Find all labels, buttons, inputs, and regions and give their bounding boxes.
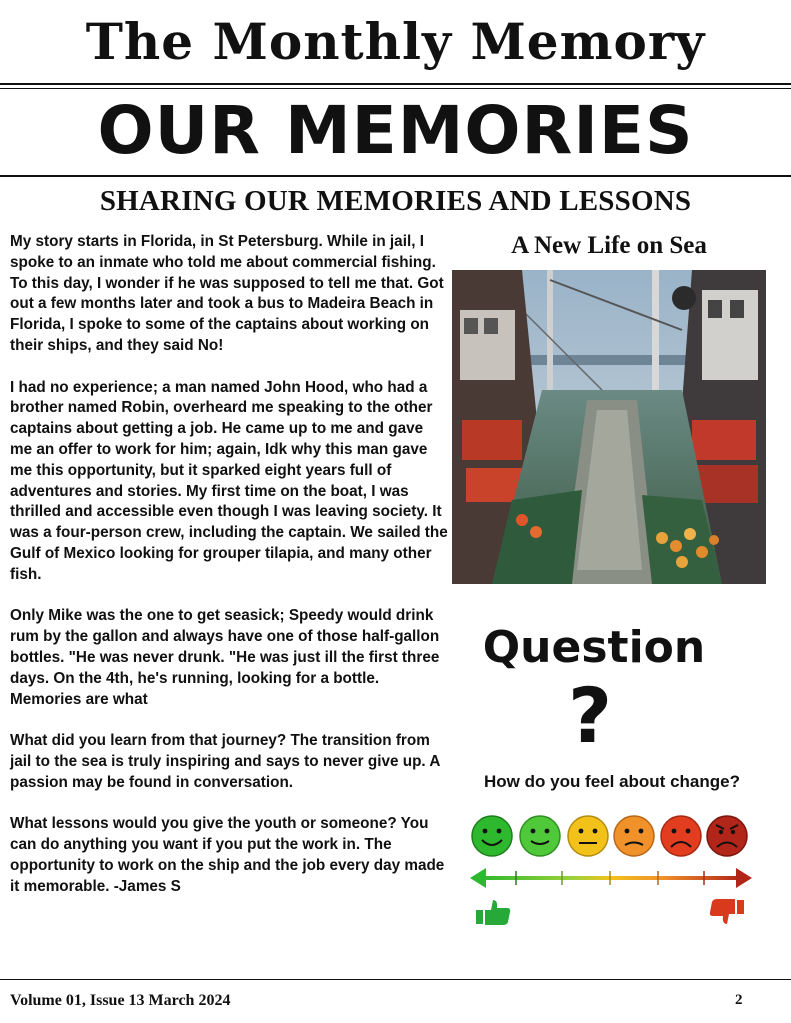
neutral-face-icon[interactable] bbox=[568, 816, 608, 856]
scale-arrow bbox=[470, 868, 752, 888]
footer-issue: Volume 01, Issue 13 March 2024 bbox=[10, 992, 231, 1009]
story-paragraph: What lessons would you give the youth or someone? You can do anything you want if you put the work in. The opportunity to work on the ship and the job every day made it memorable. -James S bbox=[10, 815, 445, 895]
masthead-rule-top bbox=[0, 83, 791, 85]
story-paragraph: What did you learn from that journey? The transition from jail to the sea is truly inspiring and says to never give up. A passion may be found in conversation. bbox=[10, 732, 440, 791]
footer-rule bbox=[0, 979, 791, 980]
fishing-boat-photo bbox=[452, 270, 766, 584]
story-paragraph: My story starts in Florida, in St Petersburg. While in jail, I spoke to an inmate who told me about commercial fishing. To this day, I wonder if he was supposed to tell me that. Got out a few months later and took a bus to Madeira Beach in Florida, I spoke to some of the captains about working on their ships, and they said No! bbox=[10, 233, 444, 354]
poll-question: How do you feel about change? bbox=[484, 772, 740, 791]
question-mark: ? bbox=[567, 671, 613, 760]
question-title: Question bbox=[482, 622, 706, 673]
story-column bbox=[10, 232, 448, 918]
story-paragraph: I had no experience; a man named John Hood, who had a brother named Robin, overheard me speaking to the other captains about getting a job. He came up to me and gave me an offer to work for him; again, Idk why this man gave me this opportunity, but it sparked eight years full of adventures and stories. My first time on the boat, I was thrilled and accessible even though I was leaving society. It was a four-person crew, including the captain. We sailed the Gulf of Mexico looking for grouper tilapia, and many other fish. bbox=[10, 378, 448, 583]
story-paragraph: Only Mike was the one to get seasick; Speedy would drink rum by the gallon and always have one of those half-gallon bottles. "He was never drunk. "He was just ill the first three days. On the 4th, he's running, looking for a bottle. Memories are what bbox=[10, 607, 440, 708]
feelings-scale bbox=[470, 810, 752, 930]
very-happy-face-icon[interactable] bbox=[472, 816, 512, 856]
page-subheadline: SHARING OUR MEMORIES AND LESSONS bbox=[99, 185, 692, 217]
slightly-sad-face-icon[interactable] bbox=[614, 816, 654, 856]
thumbs-up-icon bbox=[476, 900, 510, 925]
page-number: 2 bbox=[735, 992, 743, 1008]
masthead-rule-bottom bbox=[0, 88, 791, 89]
angry-face-icon[interactable] bbox=[707, 816, 747, 856]
thumbs-down-icon bbox=[710, 899, 744, 924]
masthead-title: The Monthly Memory bbox=[85, 12, 706, 71]
sad-face-icon[interactable] bbox=[661, 816, 701, 856]
photo-title: A New Life on Sea bbox=[511, 232, 707, 259]
happy-face-icon[interactable] bbox=[520, 816, 560, 856]
page-headline: OUR MEMORIES bbox=[97, 92, 694, 169]
headline-rule bbox=[0, 175, 791, 177]
